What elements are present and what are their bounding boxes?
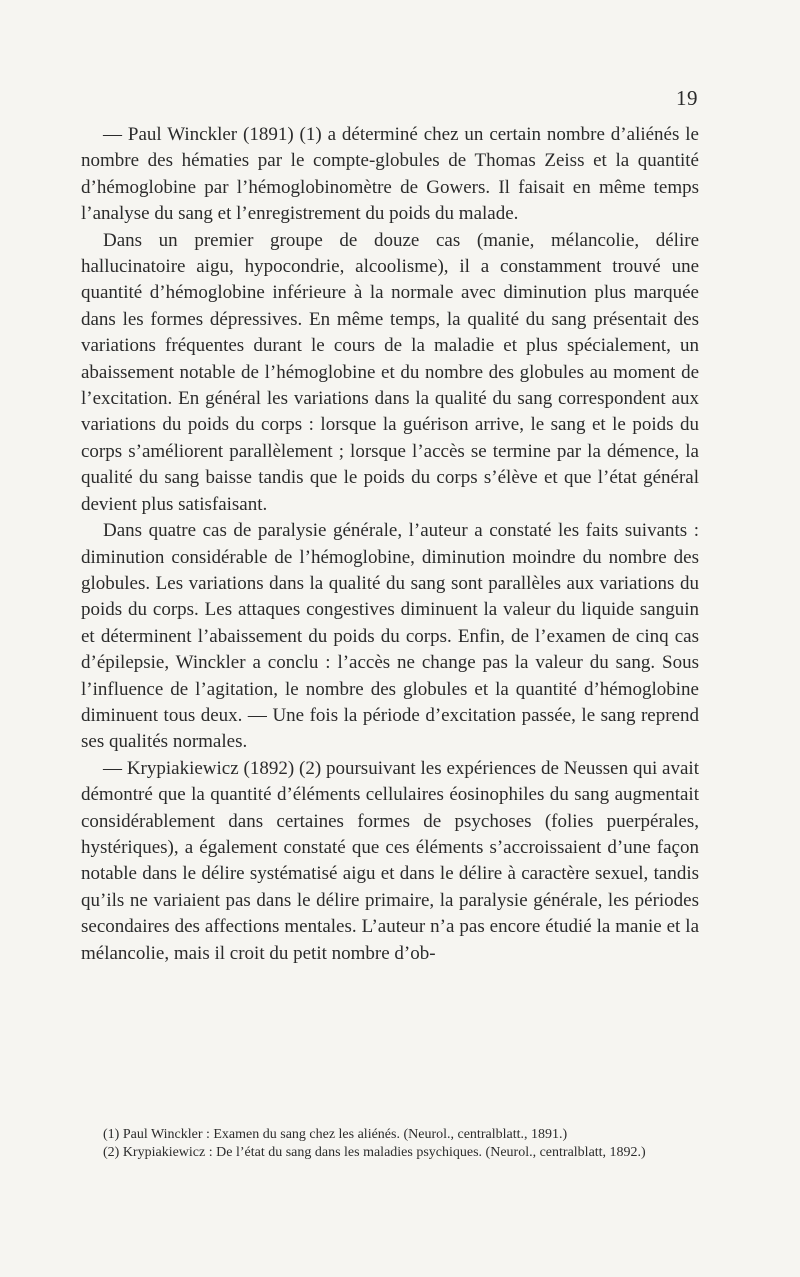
paragraph-krypiakiewicz: — Krypiakiewicz (1892) (2) poursuivant les expériences de Neussen qui avait démontré que la quantité d’éléments cellulaires éosinophiles du sang augmentait considérablement dans certaines formes de psychoses (folies puerpérales, hystériques), a également constaté que ces éléments s’accroissaient d’une façon notable dans le délire systématisé aigu et dans le délire à caractère sexuel, tandis qu’ils ne variaient pas dans le délire primaire, la paralysie générale, les périodes secondaires des affections mentales. L’auteur n’a pas encore étudié la manie et la mélancolie, mais il croit du petit nombre d’ob- <box>81 757 699 964</box>
footnote-2: (2) Krypiakiewicz : De l’état du sang dans les maladies psychiques. (Neurol., centralblatt, 1892.) <box>103 1145 646 1160</box>
paragraph-first-group: Dans un premier groupe de douze cas (manie, mélancolie, délire hallucinatoire aigu, hypocondrie, alcoolisme), il a constamment trouvé une quantité d’hémoglobine inférieure à la normale avec diminution plus marquée dans les formes dépressives. En même temps, la qualité du sang présentait des variations fréquentes durant le cours de la maladie et plus spécialement, un abaissement notable de l’hémoglobine et du nombre des globules au moment de l’excitation. En général les variations dans la qualité du sang correspondent aux variations du poids du corps : lorsque la guérison arrive, le sang et le poids du corps s’améliorent parallèlement ; lorsque l’accès se termine par la démence, la qualité du sang baisse tandis que le poids du corps s’élève et que l’état général devient plus satisfaisant. <box>81 229 699 515</box>
paragraph-paralysie: Dans quatre cas de paralysie générale, l’auteur a constaté les faits suivants : diminution considérable de l’hémoglobine, diminution moindre du nombre des globules. Les variations dans la qualité du sang sont parallèles aux variations du poids du corps. Les attaques congestives diminuent la valeur du liquide sanguin et déterminent l’abaissement du poids du corps. Enfin, de l’examen de cinq cas d’épilepsie, Winckler a conclu : l’accès ne change pas la valeur du sang. Sous l’influence de l’agitation, le nombre des globules et la quantité d’hémoglobine diminuent tous deux. — Une fois la période d’excitation passée, le sang reprend ses qualités normales. <box>81 520 699 753</box>
page-number: 19 <box>676 86 698 110</box>
body-text <box>81 122 699 967</box>
paragraph-winckler: — Paul Winckler (1891) (1) a déterminé chez un certain nombre d’aliénés le nombre des hématies par le compte-globules de Thomas Zeiss et la quantité d’hémoglobine par l’hémoglobinomètre de Gowers. Il faisait en même temps l’analyse du sang et l’enregistrement du poids du malade. <box>81 124 699 225</box>
footnotes <box>81 1126 699 1162</box>
footnote-1: (1) Paul Winckler : Examen du sang chez les aliénés. (Neurol., centralblatt., 1891.) <box>103 1127 568 1142</box>
